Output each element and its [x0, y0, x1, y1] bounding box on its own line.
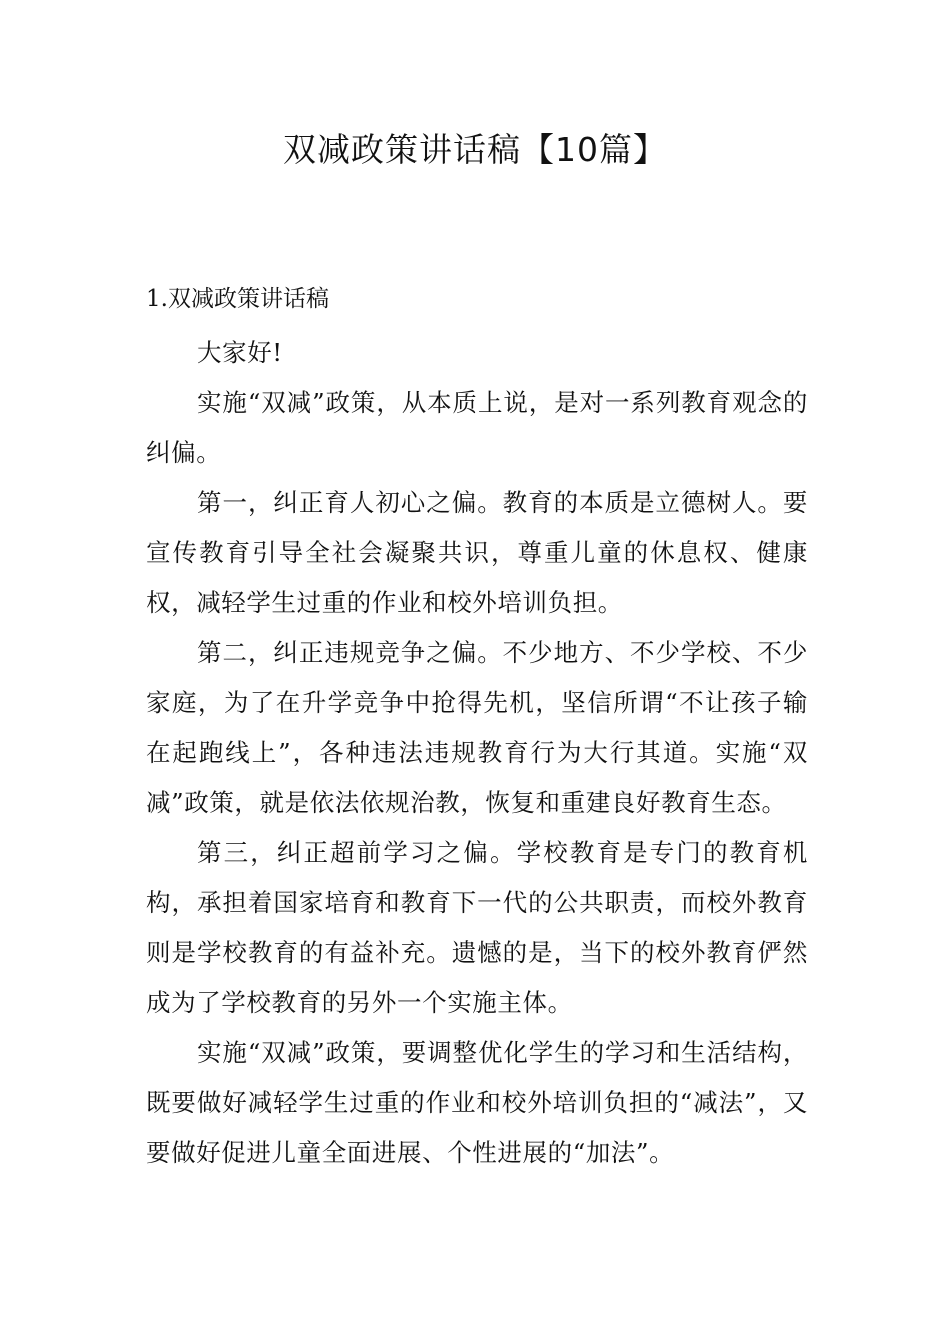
paragraph-conclusion: 实施“双减”政策，要调整优化学生的学习和生活结构，既要做好减轻学生过重的作业和校外培训负担的“减法”，又要做好促进儿童全面进展、个性进展的“加法”。: [146, 1038, 808, 1167]
document-title: 双减政策讲话稿【10篇】: [283, 130, 667, 169]
paragraph-greeting: 大家好!: [197, 338, 283, 367]
paragraph-intro: 实施“双减”政策，从本质上说，是对一系列教育观念的纠偏。: [146, 388, 808, 467]
paragraph-point-one: 第一，纠正育人初心之偏。教育的本质是立德树人。要宣传教育引导全社会凝聚共识，尊重儿童的休息权、健康权，减轻学生过重的作业和校外培训负担。: [146, 488, 808, 617]
body-text: [146, 328, 808, 1178]
paragraph-point-three: 第三，纠正超前学习之偏。学校教育是专门的教育机构，承担着国家培育和教育下一代的公共职责，而校外教育则是学校教育的有益补充。遗憾的是，当下的校外教育俨然成为了学校教育的另外一个实施主体。: [146, 838, 808, 1017]
section-heading: 1.双减政策讲话稿: [146, 286, 329, 312]
paragraph-point-two: 第二，纠正违规竞争之偏。不少地方、不少学校、不少家庭，为了在升学竞争中抢得先机，坚信所谓“不让孩子输在起跑线上”，各种违法违规教育行为大行其道。实施“双减”政策，就是依法依规治教，恢复和重建良好教育生态。: [146, 638, 808, 817]
